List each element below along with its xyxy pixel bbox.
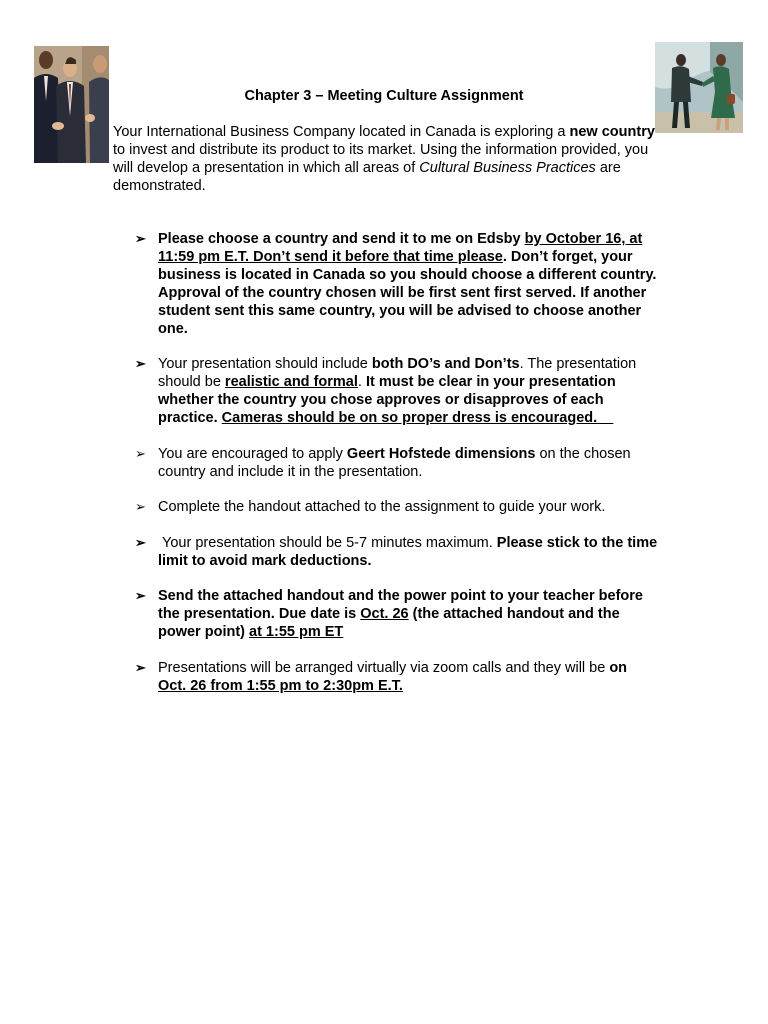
bullet-text: Your presentation should be 5-7 minutes maximum. xyxy=(158,535,497,551)
arrow-bullet-icon: ➢ xyxy=(135,588,146,603)
cameras-on-note: Cameras should be on so proper dress is encouraged. xyxy=(221,410,614,426)
arrow-bullet-icon: ➢ xyxy=(135,499,146,514)
bullet-text: on the chosen country and include it in the presentation. xyxy=(158,446,631,480)
list-item xyxy=(135,534,665,570)
bullet-text: Please choose a country and send it to me on Edsby xyxy=(158,231,525,247)
bullet-text: Your presentation should include xyxy=(158,356,372,372)
intro-paragraph xyxy=(113,123,658,195)
list-item xyxy=(135,355,665,427)
arrow-bullet-icon: ➢ xyxy=(135,231,146,246)
arrow-bullet-icon: ➢ xyxy=(135,446,146,461)
bullet-text: . Don’t forget, your business is located in Canada so you should choose a different country. Approval of the country chosen will be first sent first served. If another student sent this same country, you will be advised to choose another one. xyxy=(158,249,657,337)
hofstede-dimensions: Geert Hofstede dimensions xyxy=(346,446,536,462)
intro-text: Your International Business Company located in Canada is exploring a xyxy=(113,124,570,140)
arrow-bullet-icon: ➢ xyxy=(135,356,146,371)
bullet-text: Send the attached handout and the power point to your teacher before the presentation. Due date is xyxy=(158,588,643,622)
bullet-text: It must be clear in your presentation whether the country you chose approves or disapproves of each practice. xyxy=(158,374,616,426)
list-item xyxy=(135,230,665,338)
list-item xyxy=(135,498,665,516)
edsby-deadline: by October 16, at 11:59 pm E.T. Don’t send it before that time please xyxy=(158,231,643,265)
bullet-text: Presentations will be arranged virtually via zoom calls and they will be xyxy=(158,660,610,676)
intro-text: are demonstrated. xyxy=(113,160,621,194)
bullet-text: Complete the handout attached to the assignment to guide your work. xyxy=(158,499,606,515)
business-handshake-image xyxy=(34,46,109,163)
list-item xyxy=(135,587,665,641)
intro-cultural-business-practices: Cultural Business Practices xyxy=(419,160,596,176)
realistic-and-formal: realistic and formal xyxy=(224,374,358,390)
presentation-schedule: Oct. 26 from 1:55 pm to 2:30pm E.T. xyxy=(158,678,403,694)
bullet-text: (the attached handout and the power point) xyxy=(158,606,620,640)
bullet-text: on xyxy=(609,660,628,676)
intro-new-country: new country xyxy=(569,124,655,140)
dos-and-donts: both DO’s and Don’ts xyxy=(371,356,520,372)
list-item xyxy=(135,445,665,481)
bullet-text: . The presentation should be xyxy=(158,356,637,390)
instruction-list xyxy=(135,230,665,695)
due-date: Oct. 26 xyxy=(360,606,409,622)
due-time: at 1:55 pm ET xyxy=(249,624,344,640)
bullet-text: . xyxy=(357,374,366,390)
list-item xyxy=(135,659,665,695)
bullet-text: You are encouraged to apply xyxy=(158,446,347,462)
arrow-bullet-icon: ➢ xyxy=(135,660,146,675)
time-limit-note: Please stick to the time limit to avoid mark deductions. xyxy=(158,535,658,569)
intro-text: to invest and distribute its product to its market. Using the information provided, you will develop a presentation in which all areas of xyxy=(113,142,649,176)
arrow-bullet-icon: ➢ xyxy=(135,535,146,550)
page-title: Chapter 3 – Meeting Culture Assignment xyxy=(244,88,524,104)
